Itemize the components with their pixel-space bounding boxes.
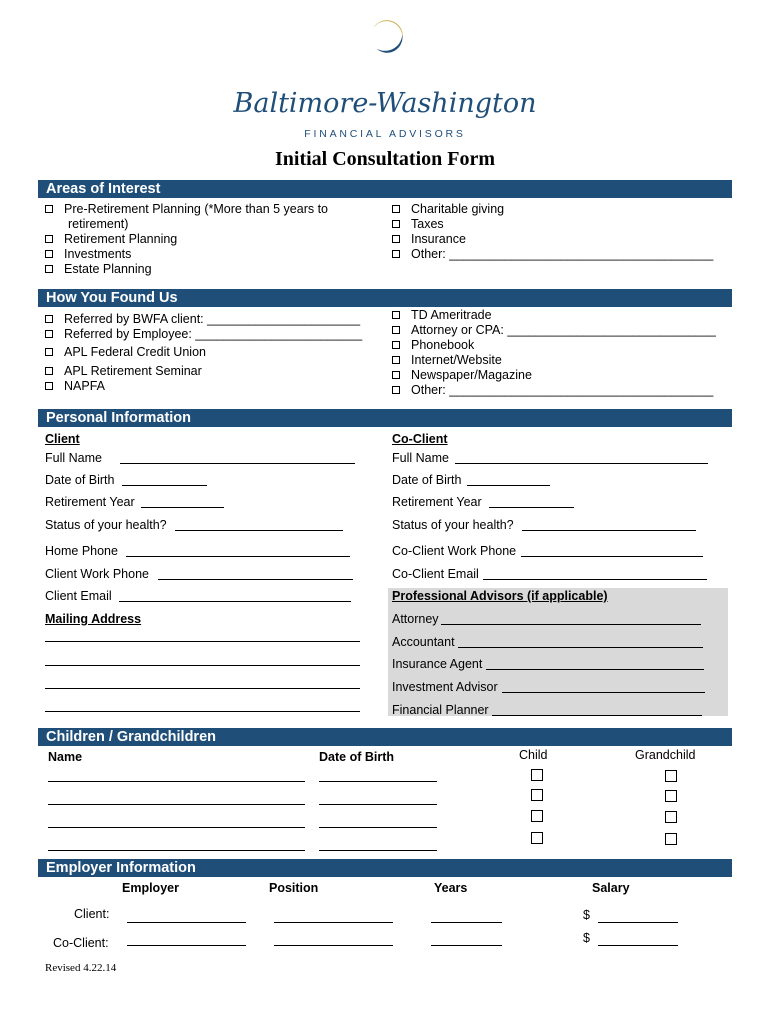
client-full-name-label: Full Name xyxy=(45,451,102,465)
checkbox-icon xyxy=(45,348,53,356)
client-years-field[interactable] xyxy=(431,922,502,923)
child-dob-field-1[interactable] xyxy=(319,781,437,782)
insurance-agent-field[interactable] xyxy=(486,669,704,670)
client-work-phone-field[interactable] xyxy=(158,579,353,580)
checkbox-icon xyxy=(392,311,400,319)
client-email-label: Client Email xyxy=(45,589,112,603)
coclient-full-name-label: Full Name xyxy=(392,451,449,465)
child-checkbox-4[interactable] xyxy=(531,832,543,844)
section-header-areas-of-interest: Areas of Interest xyxy=(38,180,732,198)
position-column-header: Position xyxy=(269,881,319,895)
section-header-children: Children / Grandchildren xyxy=(38,728,732,746)
professional-advisors-panel xyxy=(388,588,728,716)
coclient-health-field[interactable] xyxy=(522,530,696,531)
client-employer-field[interactable] xyxy=(127,922,246,923)
attorney-field[interactable] xyxy=(441,624,701,625)
checkbox-apl-seminar[interactable]: APL Retirement Seminar xyxy=(45,364,202,378)
checkbox-estate-planning[interactable]: Estate Planning xyxy=(45,262,152,276)
employer-client-row-label: Client: xyxy=(74,907,110,921)
investment-advisor-field[interactable] xyxy=(502,692,705,693)
checkbox-icon xyxy=(392,356,400,364)
coclient-salary-currency: $ xyxy=(583,931,590,945)
employer-coclient-row-label: Co-Client: xyxy=(53,936,109,950)
children-name-column-header: Name xyxy=(48,750,83,764)
client-full-name-field[interactable] xyxy=(120,463,355,464)
checkbox-newspaper[interactable]: Newspaper/Magazine xyxy=(392,368,532,382)
checkbox-referred-client[interactable]: Referred by BWFA client: ______________________ xyxy=(45,312,360,326)
mailing-address-line-3[interactable] xyxy=(45,688,360,689)
client-email-field[interactable] xyxy=(119,601,351,602)
checkbox-charitable-giving[interactable]: Charitable giving xyxy=(392,202,504,216)
checkbox-icon xyxy=(392,371,400,379)
checkbox-icon xyxy=(392,220,400,228)
grandchild-checkbox-1[interactable] xyxy=(665,770,677,782)
checkbox-icon xyxy=(392,250,400,258)
child-dob-field-4[interactable] xyxy=(319,850,437,851)
company-logo xyxy=(255,14,515,94)
client-retirement-year-field[interactable] xyxy=(141,507,224,508)
financial-planner-label: Financial Planner xyxy=(392,703,489,717)
brand-name: Baltimore-Washington xyxy=(233,88,537,119)
section-header-employer: Employer Information xyxy=(38,859,732,877)
coclient-health-label: Status of your health? xyxy=(392,518,514,532)
coclient-employer-field[interactable] xyxy=(127,945,246,946)
child-dob-field-3[interactable] xyxy=(319,827,437,828)
brand-subtitle: FINANCIAL ADVISORS xyxy=(304,128,466,140)
section-header-how-you-found-us: How You Found Us xyxy=(38,289,732,307)
coclient-years-field[interactable] xyxy=(431,945,502,946)
coclient-dob-field[interactable] xyxy=(467,485,550,486)
checkbox-other-source[interactable]: Other: ______________________________________ xyxy=(392,383,713,397)
client-dob-label: Date of Birth xyxy=(45,473,115,487)
insurance-agent-label: Insurance Agent xyxy=(392,657,483,671)
client-health-field[interactable] xyxy=(175,530,343,531)
client-column-label: Client xyxy=(45,432,80,446)
coclient-work-phone-label: Co-Client Work Phone xyxy=(392,544,517,558)
child-name-field-4[interactable] xyxy=(48,850,305,851)
home-phone-label: Home Phone xyxy=(45,544,118,558)
child-column-header: Child xyxy=(519,748,548,762)
checkbox-icon xyxy=(45,265,53,273)
attorney-label: Attorney xyxy=(392,612,439,626)
checkbox-icon xyxy=(45,235,53,243)
employer-column-header: Employer xyxy=(122,881,179,895)
checkbox-icon xyxy=(45,315,53,323)
coclient-salary-field[interactable] xyxy=(598,945,678,946)
checkbox-icon xyxy=(392,205,400,213)
accountant-field[interactable] xyxy=(458,647,703,648)
coclient-column-label: Co-Client xyxy=(392,432,448,446)
years-column-header: Years xyxy=(434,881,468,895)
child-name-field-3[interactable] xyxy=(48,827,305,828)
checkbox-icon xyxy=(45,330,53,338)
checkbox-taxes[interactable]: Taxes xyxy=(392,217,444,231)
grandchild-column-header: Grandchild xyxy=(635,748,696,762)
coclient-dob-label: Date of Birth xyxy=(392,473,462,487)
salary-column-header: Salary xyxy=(592,881,630,895)
checkbox-internet[interactable]: Internet/Website xyxy=(392,353,502,367)
checkbox-retirement-planning[interactable]: Retirement Planning xyxy=(45,232,177,246)
grandchild-checkbox-3[interactable] xyxy=(665,811,677,823)
client-work-phone-label: Client Work Phone xyxy=(45,567,149,581)
checkbox-icon xyxy=(392,326,400,334)
financial-planner-field[interactable] xyxy=(492,715,702,716)
checkbox-pre-retirement[interactable]: Pre-Retirement Planning (*More than 5 years to xyxy=(45,202,328,216)
coclient-full-name-field[interactable] xyxy=(455,463,708,464)
coclient-retirement-year-field[interactable] xyxy=(489,507,574,508)
investment-advisor-label: Investment Advisor xyxy=(392,680,498,694)
checkbox-insurance[interactable]: Insurance xyxy=(392,232,466,246)
checkbox-napfa[interactable]: NAPFA xyxy=(45,379,105,393)
grandchild-checkbox-2[interactable] xyxy=(665,790,677,802)
coclient-work-phone-field[interactable] xyxy=(521,556,703,557)
mailing-address-label: Mailing Address xyxy=(45,612,142,626)
client-health-label: Status of your health? xyxy=(45,518,167,532)
child-checkbox-3[interactable] xyxy=(531,810,543,822)
checkbox-td-ameritrade[interactable]: TD Ameritrade xyxy=(392,308,492,322)
coclient-email-field[interactable] xyxy=(483,579,707,580)
child-name-field-1[interactable] xyxy=(48,781,305,782)
mailing-address-line-4[interactable] xyxy=(45,711,360,712)
children-dob-column-header: Date of Birth xyxy=(319,750,394,764)
checkbox-phonebook[interactable]: Phonebook xyxy=(392,338,474,352)
checkbox-icon xyxy=(45,382,53,390)
checkbox-referred-employee[interactable]: Referred by Employee: ________________________ xyxy=(45,327,362,341)
client-dob-field[interactable] xyxy=(122,485,207,486)
checkbox-other-interest[interactable]: Other: ______________________________________ xyxy=(392,247,713,261)
child-name-field-2[interactable] xyxy=(48,804,305,805)
client-position-field[interactable] xyxy=(274,922,393,923)
child-dob-field-2[interactable] xyxy=(319,804,437,805)
coclient-retirement-year-label: Retirement Year xyxy=(392,495,482,509)
checkbox-icon xyxy=(392,386,400,394)
checkbox-icon xyxy=(392,341,400,349)
checkbox-apl-credit-union[interactable]: APL Federal Credit Union xyxy=(45,345,206,359)
child-checkbox-2[interactable] xyxy=(531,789,543,801)
checkbox-label-wrap: retirement) xyxy=(68,217,129,231)
checkbox-icon xyxy=(392,235,400,243)
page-title: Initial Consultation Form xyxy=(274,148,496,170)
professional-advisors-heading: Professional Advisors (if applicable) xyxy=(392,589,608,603)
checkbox-icon xyxy=(45,250,53,258)
checkbox-investments[interactable]: Investments xyxy=(45,247,131,261)
revision-note: Revised 4.22.14 xyxy=(45,962,117,974)
home-phone-field[interactable] xyxy=(126,556,350,557)
accountant-label: Accountant xyxy=(392,635,455,649)
coclient-position-field[interactable] xyxy=(274,945,393,946)
checkbox-icon xyxy=(45,367,53,375)
section-header-personal-info: Personal Information xyxy=(38,409,732,427)
checkbox-attorney-cpa[interactable]: Attorney or CPA: ______________________________ xyxy=(392,323,716,337)
checkbox-icon xyxy=(45,205,53,213)
coclient-email-label: Co-Client Email xyxy=(392,567,479,581)
grandchild-checkbox-4[interactable] xyxy=(665,833,677,845)
mailing-address-line-1[interactable] xyxy=(45,641,360,642)
mailing-address-line-2[interactable] xyxy=(45,665,360,666)
client-retirement-year-label: Retirement Year xyxy=(45,495,135,509)
client-salary-currency: $ xyxy=(583,908,590,922)
child-checkbox-1[interactable] xyxy=(531,769,543,781)
client-salary-field[interactable] xyxy=(598,922,678,923)
